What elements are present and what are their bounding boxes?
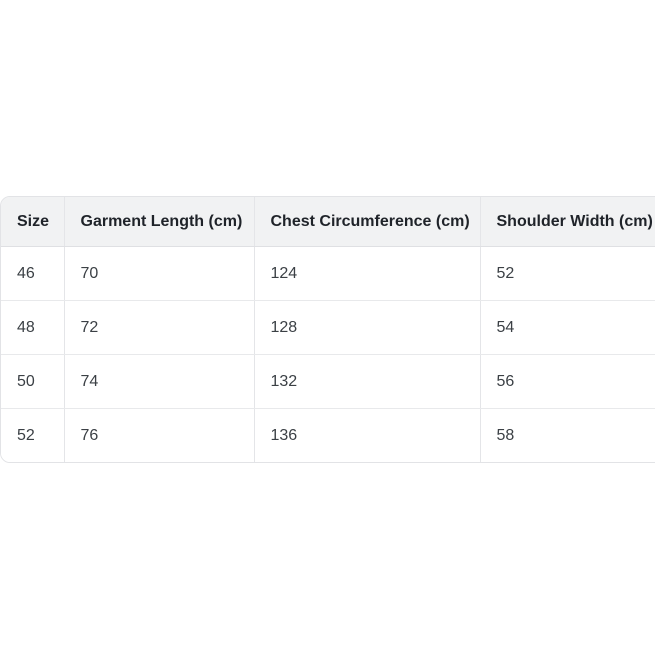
column-header: Garment Length (cm) xyxy=(64,197,254,247)
table-cell: 52 xyxy=(1,409,64,463)
table-cell: 48 xyxy=(1,301,64,355)
size-chart-region xyxy=(0,196,655,463)
column-header: Chest Circumference (cm) xyxy=(254,197,480,247)
header-row xyxy=(1,197,655,247)
table-cell: 50 xyxy=(1,355,64,409)
column-header: Shoulder Width (cm) xyxy=(480,197,655,247)
table-cell: 58 xyxy=(480,409,655,463)
table-row xyxy=(1,247,655,301)
size-chart-header xyxy=(1,197,655,247)
table-cell: 74 xyxy=(64,355,254,409)
table-cell: 54 xyxy=(480,301,655,355)
table-cell: 128 xyxy=(254,301,480,355)
table-row xyxy=(1,409,655,463)
table-cell: 136 xyxy=(254,409,480,463)
table-row xyxy=(1,301,655,355)
column-header: Size xyxy=(1,197,64,247)
table-cell: 56 xyxy=(480,355,655,409)
table-cell: 124 xyxy=(254,247,480,301)
table-row xyxy=(1,355,655,409)
table-cell: 132 xyxy=(254,355,480,409)
table-cell: 70 xyxy=(64,247,254,301)
table-cell: 76 xyxy=(64,409,254,463)
size-chart-body xyxy=(1,247,655,463)
table-cell: 52 xyxy=(480,247,655,301)
size-chart-table xyxy=(1,197,655,462)
table-cell: 72 xyxy=(64,301,254,355)
table-cell: 46 xyxy=(1,247,64,301)
size-chart-card xyxy=(0,196,655,463)
